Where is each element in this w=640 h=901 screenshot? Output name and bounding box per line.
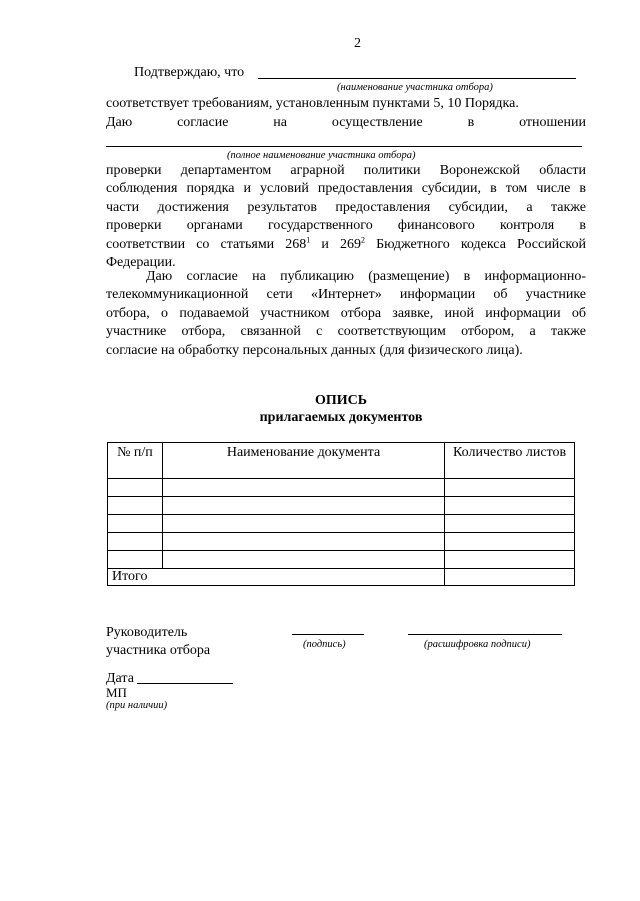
word-5: в [467, 115, 475, 130]
inventory-header-row [108, 443, 575, 479]
date-line[interactable] [137, 683, 233, 684]
table-row [108, 533, 575, 551]
consent-publication-paragraph [106, 268, 586, 360]
col-number-header: № п/п [108, 443, 163, 479]
participant-name-hint: (наименование участника отбора) [337, 82, 493, 93]
table-row [108, 551, 575, 569]
signer-role-line-1: Руководитель [106, 625, 188, 640]
total-value[interactable] [445, 569, 575, 586]
cell[interactable] [108, 515, 163, 533]
cell[interactable] [445, 479, 575, 497]
total-row [108, 569, 575, 586]
signature-decode-line[interactable] [408, 634, 562, 635]
inventory-title: ОПИСЬ [314, 393, 368, 408]
consent-check-line-4: проверки органами государственного финансового контроля в [106, 218, 586, 234]
signature-line[interactable] [292, 634, 364, 635]
signer-role-line-2: участника отбора [106, 643, 211, 658]
cell[interactable] [162, 533, 444, 551]
consent-pub-line-2: телекоммуникационной сети «Интернет» информации об участнике [106, 287, 586, 303]
col-sheets-header: Количество листов [445, 443, 575, 479]
word-3: на [273, 115, 288, 130]
table-row [108, 515, 575, 533]
stamp-label: МП [106, 685, 127, 700]
table-row [108, 497, 575, 515]
consent-check-line-1: проверки департаментом аграрной политики Воронежской области [106, 163, 586, 178]
cell[interactable] [162, 479, 444, 497]
consent-check-paragraph [106, 162, 586, 272]
table-row [108, 479, 575, 497]
consent-pub-line-4: участнике отбора, связанной с соответствующим отбором, а также [106, 324, 586, 340]
signature-decode-hint: (расшифровка подписи) [424, 639, 531, 650]
consent-check-line-2: соблюдения порядка и условий предоставления субсидии, в том числе в [106, 181, 586, 197]
word-6: отношении [519, 115, 586, 130]
cell[interactable] [108, 479, 163, 497]
cell[interactable] [108, 497, 163, 515]
requirements-statement: соответствует требованиям, установленным пунктами 5, 10 Порядка. [106, 96, 519, 111]
inventory-subtitle: прилагаемых документов [259, 410, 423, 425]
total-label: Итого [108, 569, 445, 586]
word-1: Даю [106, 115, 133, 130]
inventory-table [107, 442, 575, 586]
stamp-hint: (при наличии) [106, 700, 168, 711]
cell[interactable] [162, 497, 444, 515]
cell[interactable] [445, 497, 575, 515]
word-4: осуществление [331, 115, 423, 130]
full-name-line [106, 146, 582, 147]
consent-check-words [106, 114, 586, 132]
word-2: согласие [177, 115, 229, 130]
cell[interactable] [445, 515, 575, 533]
consent-check-line-3: части достижения результатов предоставления субсидии, а также [106, 199, 586, 215]
consent-pub-line-5: согласие на обработку персональных данных (для физического лица). [106, 342, 523, 358]
cell[interactable] [108, 551, 163, 569]
signature-hint: (подпись) [303, 639, 346, 650]
consent-check-line-6: Федерации. [106, 254, 176, 270]
cell[interactable] [445, 533, 575, 551]
cell[interactable] [162, 515, 444, 533]
date-label: Дата [106, 671, 134, 686]
cell[interactable] [445, 551, 575, 569]
confirm-label: Подтверждаю, что [134, 65, 245, 80]
consent-pub-line-1: Даю согласие на публикацию (размещение) в информационно- [146, 269, 586, 284]
col-document-header: Наименование документа [162, 443, 444, 479]
consent-check-line-5: соответствии со статьями $268^1$ и $269^2$ Бюджетного кодекса Российской [106, 234, 587, 252]
participant-name-line [258, 78, 576, 79]
cell[interactable] [108, 533, 163, 551]
page-number: 2 [354, 36, 361, 51]
consent-pub-line-3: отбора, о подаваемой участником отбора заявке, иной информации об [106, 305, 586, 321]
full-name-hint: (полное наименование участника отбора) [227, 150, 416, 161]
cell[interactable] [162, 551, 444, 569]
